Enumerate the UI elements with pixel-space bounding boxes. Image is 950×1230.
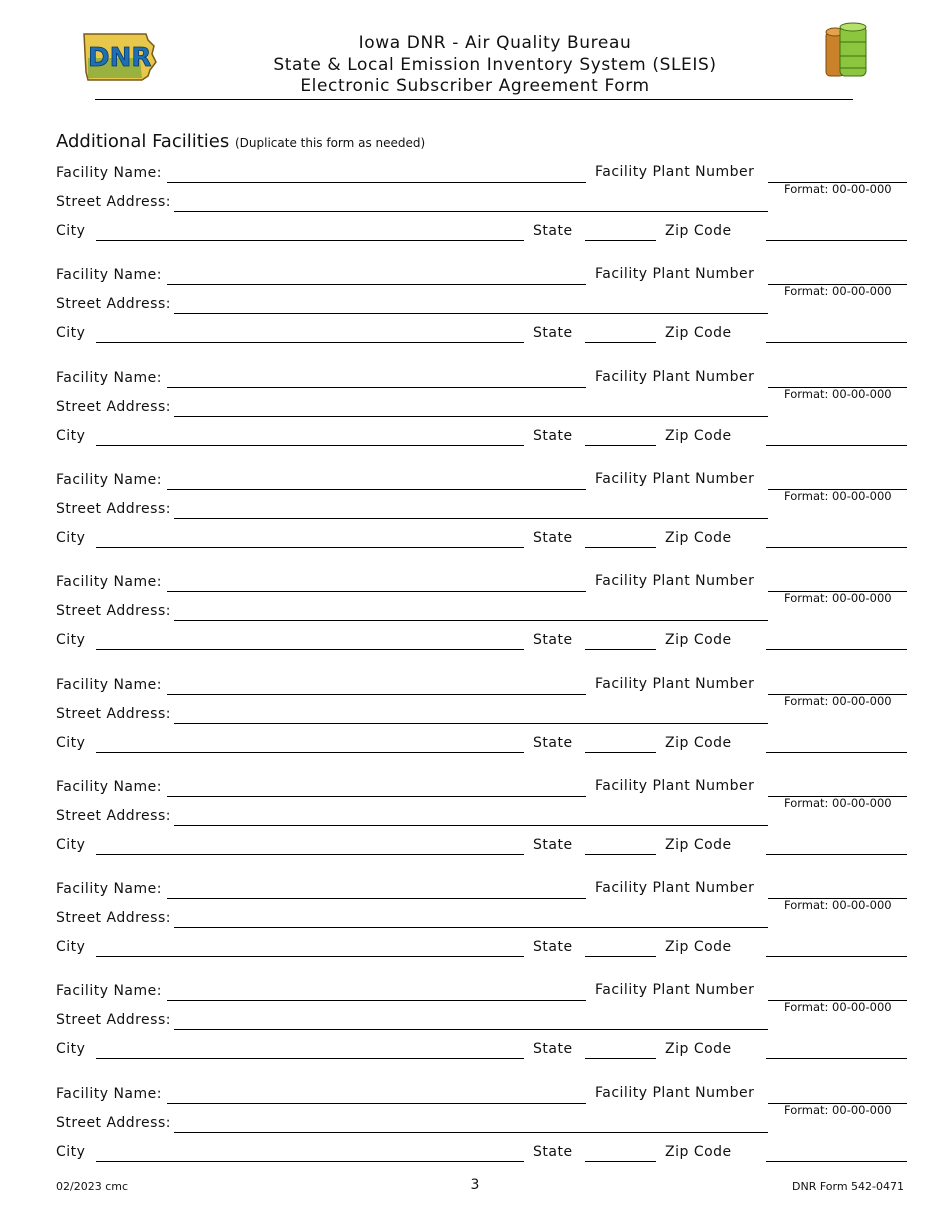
- zip-label: Zip Code: [665, 427, 732, 444]
- facility-name-label: Facility Name:: [56, 778, 162, 795]
- facility-name-label: Facility Name:: [56, 881, 162, 898]
- plant-number-format-hint: Format: 00-00-000: [784, 693, 892, 708]
- city-label: City: [56, 529, 86, 546]
- city-field[interactable]: [96, 956, 524, 957]
- header-agency: Iowa DNR - Air Quality Bureau: [358, 33, 632, 53]
- plant-number-label: Facility Plant Number: [595, 1084, 755, 1101]
- plant-number-label: Facility Plant Number: [595, 368, 755, 385]
- facility-name-field[interactable]: [167, 1103, 586, 1104]
- zip-label: Zip Code: [665, 632, 732, 649]
- zip-label: Zip Code: [665, 529, 732, 546]
- header-divider: [95, 99, 853, 100]
- street-address-field[interactable]: [174, 416, 768, 417]
- facility-entry: [0, 574, 950, 676]
- street-address-label: Street Address:: [56, 296, 171, 313]
- footer-form-number: DNR Form 542-0471: [792, 1180, 905, 1193]
- city-field[interactable]: [96, 1058, 524, 1059]
- city-label: City: [56, 632, 86, 649]
- state-field[interactable]: [585, 956, 656, 957]
- zip-label: Zip Code: [665, 325, 732, 342]
- plant-number-format-hint: Format: 00-00-000: [784, 795, 892, 810]
- street-address-label: Street Address:: [56, 807, 171, 824]
- facility-name-field[interactable]: [167, 387, 586, 388]
- plant-number-format-hint: Format: 00-00-000: [784, 1102, 892, 1117]
- facility-name-field[interactable]: [167, 489, 586, 490]
- state-label: State: [533, 1041, 573, 1058]
- facility-name-label: Facility Name:: [56, 471, 162, 488]
- plant-number-format-hint: Format: 00-00-000: [784, 488, 892, 503]
- street-address-field[interactable]: [174, 1029, 768, 1030]
- state-field[interactable]: [585, 547, 656, 548]
- plant-number-format-hint: Format: 00-00-000: [784, 591, 892, 606]
- zip-field[interactable]: [766, 956, 907, 957]
- state-field[interactable]: [585, 342, 656, 343]
- state-field[interactable]: [585, 1161, 656, 1162]
- facility-name-field[interactable]: [167, 182, 586, 183]
- plant-number-format-hint: Format: 00-00-000: [784, 386, 892, 401]
- street-address-field[interactable]: [174, 620, 768, 621]
- facility-name-field[interactable]: [167, 1000, 586, 1001]
- facility-name-label: Facility Name:: [56, 369, 162, 386]
- city-field[interactable]: [96, 445, 524, 446]
- city-label: City: [56, 939, 86, 956]
- facility-name-label: Facility Name:: [56, 676, 162, 693]
- facility-entry: [0, 165, 950, 267]
- zip-label: Zip Code: [665, 1041, 732, 1058]
- city-field[interactable]: [96, 649, 524, 650]
- footer-date-code: 02/2023 cmc: [56, 1180, 129, 1193]
- state-label: State: [533, 223, 573, 239]
- state-label: State: [533, 325, 573, 342]
- page-number: 3: [470, 1177, 480, 1193]
- zip-field[interactable]: [766, 854, 907, 855]
- city-label: City: [56, 427, 86, 444]
- logo-text: DNR: [88, 43, 152, 73]
- state-label: State: [533, 939, 573, 956]
- plant-number-label: Facility Plant Number: [595, 164, 755, 180]
- street-address-label: Street Address:: [56, 1012, 171, 1029]
- street-address-field[interactable]: [174, 825, 768, 826]
- state-label: State: [533, 734, 573, 751]
- street-address-field[interactable]: [174, 211, 768, 212]
- facility-entry: [0, 677, 950, 779]
- section-heading: [56, 131, 425, 152]
- zip-label: Zip Code: [665, 1143, 732, 1160]
- city-label: City: [56, 1143, 86, 1160]
- facility-name-field[interactable]: [167, 796, 586, 797]
- state-label: State: [533, 529, 573, 546]
- zip-field[interactable]: [766, 547, 907, 548]
- plant-number-format-hint: Format: 00-00-000: [784, 182, 892, 196]
- city-field[interactable]: [96, 547, 524, 548]
- state-field[interactable]: [585, 240, 656, 241]
- facility-entry: [0, 983, 950, 1085]
- city-field[interactable]: [96, 240, 524, 241]
- facility-name-label: Facility Name:: [56, 983, 162, 1000]
- facility-name-field[interactable]: [167, 591, 586, 592]
- state-field[interactable]: [585, 1058, 656, 1059]
- zip-label: Zip Code: [665, 939, 732, 956]
- plant-number-label: Facility Plant Number: [595, 470, 755, 487]
- zip-field[interactable]: [766, 240, 907, 241]
- state-field[interactable]: [585, 445, 656, 446]
- city-label: City: [56, 1041, 86, 1058]
- facility-name-label: Facility Name:: [56, 574, 162, 591]
- facility-entry: [0, 881, 950, 983]
- city-label: City: [56, 223, 86, 239]
- state-label: State: [533, 1143, 573, 1160]
- city-label: City: [56, 836, 86, 853]
- facility-name-field[interactable]: [167, 898, 586, 899]
- facility-entry: [0, 370, 950, 472]
- city-field[interactable]: [96, 752, 524, 753]
- zip-field[interactable]: [766, 342, 907, 343]
- street-address-label: Street Address:: [56, 705, 171, 722]
- plant-number-format-hint: Format: 00-00-000: [784, 284, 892, 299]
- city-field[interactable]: [96, 854, 524, 855]
- city-field[interactable]: [96, 1161, 524, 1162]
- zip-field[interactable]: [766, 1161, 907, 1162]
- facility-name-field[interactable]: [167, 284, 586, 285]
- facility-entry: [0, 1086, 950, 1188]
- city-label: City: [56, 325, 86, 342]
- plant-number-label: Facility Plant Number: [595, 573, 755, 590]
- plant-number-label: Facility Plant Number: [595, 675, 755, 692]
- street-address-label: Street Address:: [56, 1114, 171, 1131]
- zip-label: Zip Code: [665, 223, 732, 239]
- plant-number-label: Facility Plant Number: [595, 982, 755, 999]
- facility-entry: [0, 779, 950, 881]
- zip-field[interactable]: [766, 445, 907, 446]
- street-address-label: Street Address:: [56, 398, 171, 415]
- state-label: State: [533, 836, 573, 853]
- street-address-field[interactable]: [174, 723, 768, 724]
- facility-name-label: Facility Name:: [56, 1085, 162, 1102]
- plant-number-label: Facility Plant Number: [595, 266, 755, 283]
- header-form-title: Electronic Subscriber Agreement Form: [300, 76, 650, 96]
- street-address-label: Street Address:: [56, 194, 171, 210]
- section-title: Additional Facilities: [56, 131, 230, 152]
- zip-label: Zip Code: [665, 836, 732, 853]
- state-label: State: [533, 427, 573, 444]
- street-address-field[interactable]: [174, 518, 768, 519]
- zip-field[interactable]: [766, 1058, 907, 1059]
- street-address-label: Street Address:: [56, 910, 171, 927]
- plant-number-label: Facility Plant Number: [595, 777, 755, 794]
- facility-name-label: Facility Name:: [56, 165, 162, 181]
- street-address-field[interactable]: [174, 927, 768, 928]
- zip-field[interactable]: [766, 752, 907, 753]
- street-address-field[interactable]: [174, 1132, 768, 1133]
- plant-number-label: Facility Plant Number: [595, 880, 755, 897]
- street-address-field[interactable]: [174, 313, 768, 314]
- city-field[interactable]: [96, 342, 524, 343]
- facility-name-label: Facility Name:: [56, 267, 162, 284]
- state-label: State: [533, 632, 573, 649]
- header-system: State & Local Emission Inventory System (SLEIS): [273, 55, 717, 75]
- section-note: (Duplicate this form as needed): [234, 136, 426, 150]
- plant-number-format-hint: Format: 00-00-000: [784, 898, 892, 913]
- state-field[interactable]: [585, 752, 656, 753]
- street-address-label: Street Address:: [56, 603, 171, 620]
- zip-field[interactable]: [766, 649, 907, 650]
- city-label: City: [56, 734, 86, 751]
- facility-entry: [0, 267, 950, 369]
- plant-number-format-hint: Format: 00-00-000: [784, 1000, 892, 1015]
- facility-entry: [0, 472, 950, 574]
- facility-name-field[interactable]: [167, 694, 586, 695]
- state-field[interactable]: [585, 649, 656, 650]
- zip-label: Zip Code: [665, 734, 732, 751]
- street-address-label: Street Address:: [56, 500, 171, 517]
- state-field[interactable]: [585, 854, 656, 855]
